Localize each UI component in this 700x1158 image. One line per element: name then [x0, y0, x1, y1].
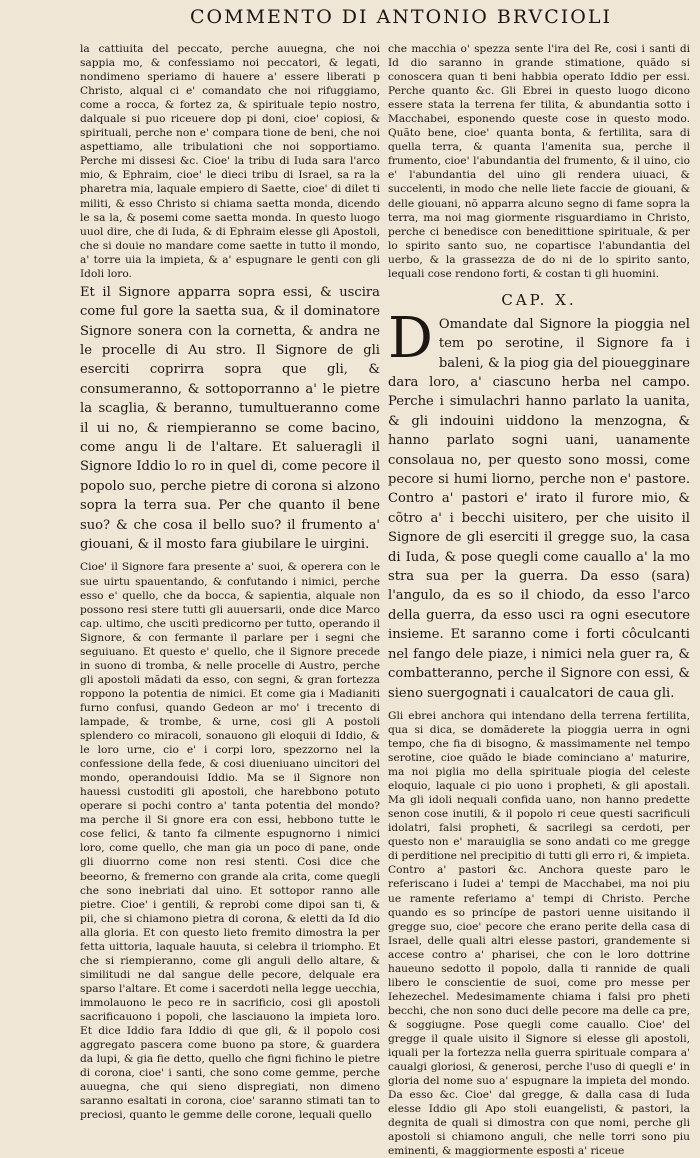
running-header: COMMENTO DI ANTONIO BRVCIOLI [190, 6, 612, 28]
scripture-paragraph: Et il Signore apparra sopra essi, & uscira come ful gore la saetta sua, & il dominatore Signore sonera con la cornetta, & andra ne le procelle di Au stro. Il Signore de gli eserciti coprirra sopra que gli, & consumeranno, & sottoporranno a' le pietre la scaglia, & beranno, tumultueranno come il ui no, & riempieranno se come bacino, come angu li de l'altare. Et salueragli il Signore Iddio lo ro in quel di, come pecore il popolo suo, perche pietre di corona si alzono sopra la terra sua. Per che quanto il bene suo? & che cosa il bello suo? il frumento a' giouani, & il mosto fara giubilare le uirgini. [80, 284, 380, 553]
right-column [388, 42, 690, 1158]
commentary-paragraph: Cioe' il Signore fara presente a' suoi, & operera con le sue uirtu spauentando, & confutando i nimici, perche esso e' quello, che da bocca, & sapientia, alquale non possono resi stere tutti gli auuersarii, onde dice Marco cap. ultimo, che uscitì predicorno per tutto, operando il Signore, & con fermante il parlare per i segni che seguiuano. Et questo e' quello, che il Signore precede in suono di tromba, & nelle procelle di Austro, perche gli apostoli mãdati da esso, con segni, & gran fortezza roppono la potentia de nimici. Et come gia i Madianiti furno confusi, quando Gedeon ar mo' i trecento di lampade, & trombe, & urne, cosi gli A postoli splendero co miracoli, sonauono gli eloquii di Iddio, & le loro urne, cio e' i corpi loro, spezzorno nel la confessione della fede, & cosi diueniuano uincitori del mondo, operandouisi Iddio. Ma se il Signore non hauessi custoditi gli apostoli, che harebbono potuto operare si pochi contro a' tanta potentia del mondo? ma perche il Si gnore era con essi, hebbono tutte le cose felici, & tanto fa cilmente espugnorno i nimici loro, come quello, che man gia un poco di pane, onde gli diuorrno come non resi stenti. Cosi dice che beeorno, & fremerno con grande ala crita, come quegli che sono inebriati dal uino. Et sottopor ranno alle pietre. Cioe' i gentili, & reprobi come dipoi san ti, & pii, che si chiamono pietra di corona, & eletti da Id dio alla gloria. Et con questo lieto fremito dimostra la per fetta uittoria, laquale hauuta, si celebra il triompho. Et che si riempieranno, come gli anguli dello altare, & similitudi ne dal sangue delle pecore, delquale era sparso l'altare. Et come i sacerdoti nella legge uecchia, immolauono le peco re in sacrificio, cosi gli apostoli sacrificauono i popoli, che lasciauono la impieta loro. Et dice Iddio fara Iddio di que gli, & il popolo cosi aggregato pascera come buono pa store, & guardera da lupi, & gia fie detto, quello che figni fichino le pietre di corona, cioe' i santi, che sono come gemme, perche auuegna, che qui sieno dispregiati, non dimeno saranno esaltati in corona, cioe' saranno stimati tan to preciosi, quanto le gemme delle corone, lequali quello [80, 561, 380, 1122]
left-column [80, 42, 380, 1122]
chapter-heading: CAP. X. [501, 290, 577, 309]
commentary-paragraph: Gli ebrei anchora qui intendano della terrena fertilita, qua si dica, se domãderete la pioggia uerra in ogni tempo, che fia di bisogno, & massimamente nel tempo serotine, cioe quãdo le biade cominciano a' maturire, ma noi piglia mo della spirituale piogia del celeste eloquio, laquale ci pio uono i propheti, & gli apostali. Ma gli idoli nequali confida uano, non hanno predette senon cose inutili, & il popolo ri ceue questi sacrificuli idolatri, falsi propheti, & sacrilegi sa cerdoti, per questo non e' marauiglia se sono andati co me gregge di perditione nel precipitio di tutti gli erro ri, & impieta. Contro a' pastori &c. Anchora queste paro le referiscano i Iudei a' tempi de Macchabei, ma noi piu ue ramente referiamo a' tempi di Christo. Perche quando es so princípe de pastori uenne uisitando il gregge suo, cioe' pecore che erano perite della casa di Israel, delle quali altri elesse pastori, grandemente si accese contro a' pharisei, che con le loro dottrine haueuno sedotto il popolo, dalla ti rannide de quali libero le conscientie de suoi, come pro messe per Iehezechel. Medesimamente chiama i falsi pro pheti becchi, che non sono duci delle pecore ma delle ca pre, & soggiugne. Pose quegli come cauallo. Cioe' del gregge il quale uisito il Signore si elesse gli apostoli, iquali per la fortezza nella guerra spirituale compara a' caualgi gloriosi, & generosi, perche l'uso di quegli e' in gloria del nome suo a' espugnare la impieta del mondo. Da esso &c. Cioe' dal gregge, & dalla casa di Iuda elesse Iddio gli Apo stoli euangelisti, & pastori, la degnita de quali si dimostra con que nomi, perche gli apostoli si chiamono anguli, che nelle torri sono piu eminenti, & maggiormente esposti a' riceue [388, 709, 690, 1158]
commentary-paragraph: che macchia o' spezza sente l'ira del Re, cosi i santi di Id dio saranno in grande stimatione, quãdo si conoscera quan ti beni habbia operato Iddio per essi. Perche quanto &c. Gli Ebrei in questo luogo dicono essere stata la terrena fer tilita, & abundantia sotto i Macchabei, esponendo queste cose in questo modo. Quãto bene, cioe' quanta bonta, & fertilita, sara di quella terra, & quanta l'amenita sua, perche il frumento, cioe' l'abundantia del frumento, & il uino, cio e' l'abundantia del uino gli rendera uiuaci, & succelenti, in modo che nelle liete faccie de giouani, & delle giouani, nõ apparra alcuno segno di fame sopra la terra, ma noi mag giormente risguardiamo in Christo, perche ci benedisce con benedittione spirituale, & per lo spirito santo suo, ne copartisce l'abundantia del uerbo, & la grassezza de do ni de lo spirito santo, lequali cose rendono forti, & costan ti gli huomini. [388, 43, 690, 280]
commentary-paragraph: la cattiuita del peccato, perche auuegna, che noi sappia mo, & confessiamo noi peccatori, & legati, nondimeno speriamo di hauere a' essere liberati p Christo, alqual ci e' comandato che noi rifuggiamo, come a rocca, & fortez za, & spirituale tepio nostro, dalquale si puo riceuere dop pi doni, cioe' copiosi, & spirituali, perche non e' compara tione de beni, che noi aspettiamo, alle tribulationi che noi sopportiamo. Perche mi dissesi &c. Cioe' la tribu di Iuda sara l'arco mio, & Ephraim, cioe' le dieci tribu di Israel, sa ra la pharetra mia, laquale empiero di Saette, cioe' di dilet ti militi, & esso Christo si chiama saetta monda, dicendo le sa la, & posemi come saetta monda. In questo luogo uuol dire, che di Iuda, & di Ephraim elesse gli Apostoli, che si douie no mandare come saette in tutto il mondo, a' torre uia la impieta, & a' espugnare le genti con gli Idoli loro. [80, 43, 380, 280]
drop-cap-letter: D [388, 314, 433, 371]
scripture-block [388, 315, 690, 703]
scripture-paragraph: Omandate dal Signore la pioggia nel tem po serotine, il Signore fa i baleni, & la piog gia del piouegginare dara loro, a' ciascuno herba nel campo. Perche i simulachri hanno parlato la uanita, & gli indouini uiddono la menzogna, & hanno parlato sogni uani, uanamente consolaua no, per questo sono mossi, come pecore si humi liorno, perche non e' pastore. Contro a' pastori e' irato il furore mio, & cõtro a' i becchi uisitero, per che uisito il Signore de gli eserciti il gregge suo, la casa di Iuda, & pose quegli come cauallo a' la mo stra sua per la guerra. Da esso (sara) l'angulo, da es so il chiodo, da esso l'arco della guerra, da esso usci ra ogni esecutore insieme. Et saranno come i forti côculcanti nel fango dele piaze, i nimici nela guer ra, & combatteranno, perche il Signore con essi, & sieno suergognati i caualcatori de caua gli. [388, 316, 690, 701]
